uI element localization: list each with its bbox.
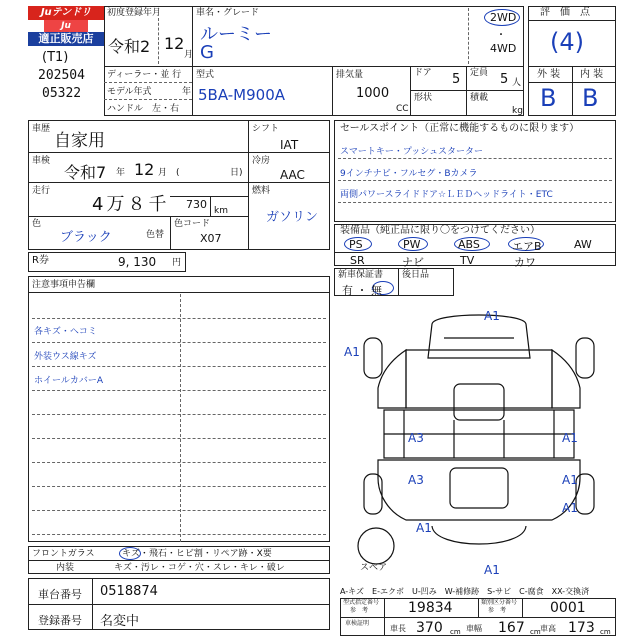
width-label: 車幅 (466, 624, 482, 633)
shaken-month: 12 (134, 160, 155, 179)
type-label: 型式 (196, 70, 215, 80)
equipment-title: 装備品（純正品に限り〇をつけてください） (340, 225, 540, 236)
vehicle-damage-diagram (334, 298, 616, 576)
first-reg-month: 12 (164, 34, 185, 53)
height-value: 173 (568, 620, 595, 636)
shift: IAT (280, 138, 299, 152)
divider (248, 182, 330, 183)
cert-label: 車検証明 (345, 620, 370, 627)
damage-mark: A1 (562, 501, 578, 515)
model-year-label: モデル年式 (107, 87, 152, 97)
color-label: 色 (32, 219, 42, 229)
dash (338, 158, 612, 159)
divider (170, 196, 248, 197)
chassis-label: 車台番号 (38, 588, 82, 601)
divider (28, 152, 248, 153)
height-label: 車高 (540, 624, 556, 633)
dash (32, 390, 326, 391)
dealer-badge: 適正販売店 (28, 32, 104, 46)
damage-legend: A-キズ E-エクボ U-凹み W-補修跡 S-サビ C-腐食 XX-交換済 (340, 587, 590, 596)
usage-label: 車歴 (32, 124, 51, 134)
equip-ps: PS (349, 238, 363, 251)
dash (468, 8, 469, 64)
damage-mark: A1 (562, 473, 578, 487)
divider (28, 292, 330, 293)
brand-logo: Juテンドリ (28, 6, 104, 20)
length-unit: cm (450, 628, 461, 636)
color-change-label: 色替 (146, 230, 165, 240)
color-code: X07 (200, 232, 222, 245)
first-reg-label: 初度登録年月 (107, 8, 162, 18)
score-value: (4) (550, 28, 584, 56)
lot-number-2: 05322 (42, 86, 82, 101)
exterior-grade: B (540, 84, 557, 112)
notes-title: 注意事項申告欄 (32, 280, 96, 290)
selling-points-title: セールスポイント（正常に機能するものに限ります） (340, 123, 580, 134)
divider (340, 617, 616, 618)
capacity: 5 (500, 72, 509, 87)
model-year-unit: 年 (182, 87, 192, 97)
frame-value: 19834 (408, 600, 453, 616)
load-unit: kg (512, 106, 523, 116)
divider (334, 252, 616, 253)
spare-label: スペア (360, 563, 388, 573)
glass-value: キズ・飛石・ヒビ割・リペア跡・X要 (122, 549, 272, 559)
color-code-label: 色コード (174, 219, 211, 229)
ac-label: 冷房 (252, 156, 271, 166)
damage-mark: A1 (484, 309, 500, 323)
notes-box (28, 276, 330, 542)
displacement: 1000 (356, 86, 390, 101)
capacity-unit: 人 (512, 78, 522, 88)
dash (180, 294, 181, 542)
divider (248, 152, 330, 153)
book-label: 後日品 (402, 270, 430, 280)
dash (338, 180, 612, 181)
divider (398, 268, 399, 296)
logo-box (28, 6, 104, 46)
exterior-label: 外 装 (537, 69, 561, 80)
dealer-label: ディーラー・並 行 (107, 70, 182, 80)
shaken-era: 令和7 (64, 163, 107, 182)
interior-label: 内 装 (580, 69, 604, 80)
damage-mark: A1 (562, 431, 578, 445)
recycle-label: R券 (32, 255, 49, 266)
equip-abs: ABS (458, 238, 480, 251)
drive-4wd: 4WD (490, 42, 517, 55)
damage-mark: A1 (416, 521, 432, 535)
interior-row-value: キズ・汚レ・コゲ・穴・スレ・キレ・破レ (114, 563, 285, 573)
mileage: 4万８千 (92, 194, 170, 215)
load-label: 積載 (470, 93, 489, 103)
equip-tv: TV (460, 254, 475, 267)
dash (32, 510, 326, 511)
dash (158, 18, 159, 64)
registration-value: 名変中 (100, 614, 140, 629)
divider (28, 216, 248, 217)
length-value: 370 (416, 620, 443, 636)
selling-point: 両側パワースライドドア☆ＬＥＤヘッドライト・ETC (340, 190, 553, 200)
divider (28, 182, 248, 183)
damage-mark: A1 (344, 345, 360, 359)
fuel: ガソリン (266, 210, 319, 225)
frame-label: 型式指定番号 (343, 599, 380, 606)
equip-pw: PW (403, 238, 421, 251)
shaken-day-unit: 日) (230, 168, 243, 178)
mileage-number: 730 (186, 198, 207, 211)
dash (32, 318, 326, 319)
shift-label: シフト (252, 124, 280, 134)
recycle-amount: 9, 130 (118, 255, 157, 269)
divider (384, 598, 385, 636)
glass-label: フロントガラス (32, 549, 95, 559)
car-name: ルーミー (200, 24, 272, 45)
dash (104, 99, 192, 100)
equip-aw: AW (574, 238, 592, 251)
drive-dot: ・ (496, 30, 506, 41)
registration-label: 登録番号 (38, 614, 82, 627)
dash (338, 202, 612, 203)
divider (332, 66, 333, 116)
selling-point: スマートキー・プッシュスターター (340, 147, 484, 157)
dash (32, 462, 326, 463)
height-unit: cm (600, 628, 611, 636)
dash (104, 82, 192, 83)
recycle-box (28, 252, 186, 272)
divider (466, 66, 467, 116)
warranty-value: 有 ・ 無 (342, 284, 382, 297)
first-reg-month-unit: 月 (184, 50, 194, 60)
fuel-label: 燃料 (252, 186, 271, 196)
dash (32, 414, 326, 415)
lot-number-1: 202504 (38, 68, 85, 83)
type-value: 5BA-M900A (198, 86, 286, 104)
shaken-day-paren: ( (176, 168, 180, 178)
damage-mark: A3 (408, 473, 424, 487)
class-sub: 参 考 (488, 607, 507, 614)
ju-logo: Ju (44, 20, 88, 32)
score-label: 評 価 点 (540, 7, 590, 18)
frame-sub: 参 考 (350, 607, 369, 614)
recycle-unit: 円 (172, 258, 182, 268)
shape-label: 形状 (414, 93, 433, 103)
lot-tag: (T1) (42, 50, 69, 65)
chassis-value: 0518874 (100, 584, 158, 599)
handle-label: ハンドル 左・右 (107, 104, 180, 114)
class-label: 類別区分番号 (481, 599, 518, 606)
divider (528, 20, 616, 21)
equip-airbag: エアB (512, 240, 542, 253)
divider (410, 90, 524, 91)
color: ブラック (60, 230, 112, 245)
mileage-label: 走行 (32, 186, 51, 196)
note-item: 外装ウス線キズ (34, 352, 97, 362)
note-item: 各キズ・ヘコミ (34, 327, 97, 337)
usage: 自家用 (54, 131, 105, 151)
dash (32, 534, 326, 535)
divider (28, 560, 330, 561)
doors: 5 (452, 72, 461, 87)
width-value: 167 (498, 620, 525, 636)
width-unit: cm (530, 628, 541, 636)
shaken-year-unit: 年 (116, 168, 126, 178)
drive-2wd: 2WD (490, 11, 517, 24)
divider (192, 66, 193, 116)
equip-navi: ナビ (402, 256, 424, 269)
dash (32, 486, 326, 487)
mileage-unit: km (214, 206, 228, 216)
divider (478, 598, 479, 617)
divider (170, 216, 171, 250)
divider (248, 120, 249, 250)
capacity-label: 定員 (470, 68, 489, 78)
car-grade: G (200, 42, 214, 63)
car-name-label: 車名・グレード (196, 8, 260, 18)
ac: AAC (280, 168, 305, 182)
divider (522, 598, 523, 617)
damage-mark: A1 (484, 563, 500, 576)
divider (210, 196, 211, 216)
interior-grade: B (582, 84, 599, 112)
door-label: ドア (414, 68, 432, 78)
equip-leather: カワ (514, 256, 536, 269)
displacement-unit: CC (396, 104, 409, 114)
selling-point: 9インチナビ・フルセグ・Bカメラ (340, 169, 478, 179)
divider (28, 604, 330, 605)
class-value: 0001 (550, 600, 586, 616)
divider (410, 66, 411, 116)
displacement-label: 排気量 (336, 70, 364, 80)
damage-mark: A3 (408, 431, 424, 445)
interior-row-label: 内装 (56, 563, 75, 573)
dash (32, 438, 326, 439)
shaken-label: 車検 (32, 156, 51, 166)
dash (32, 366, 326, 367)
equip-sr: SR (350, 254, 365, 267)
note-item: ホイールカバーA (34, 376, 103, 386)
divider (104, 66, 524, 67)
first-reg-era: 令和2 (108, 37, 151, 56)
length-label: 車長 (390, 624, 406, 633)
warranty-label: 新車保証書 (338, 270, 384, 280)
divider (92, 578, 93, 630)
shaken-month-unit: 月 (158, 168, 168, 178)
divider (572, 66, 573, 116)
dash (32, 342, 326, 343)
